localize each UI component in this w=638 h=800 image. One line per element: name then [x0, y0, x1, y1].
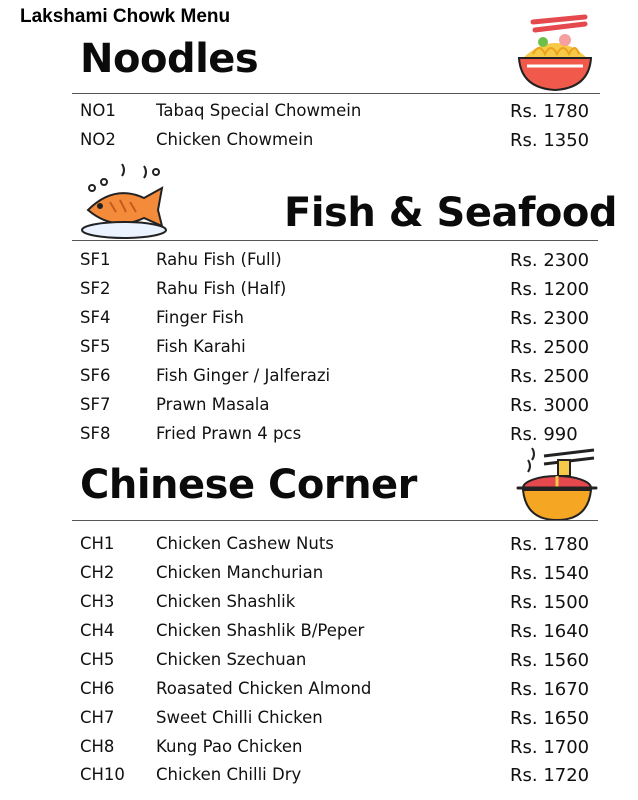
- item-name: Tabaq Special Chowmein: [156, 101, 362, 120]
- item-code: SF2: [80, 279, 111, 298]
- menu-item-row: [0, 337, 638, 366]
- item-price: Rs. 2500: [510, 337, 590, 358]
- section-divider: [72, 240, 598, 241]
- item-name: Roasated Chicken Almond: [156, 679, 372, 698]
- item-code: NO2: [80, 130, 116, 149]
- menu-item-row: [0, 765, 638, 794]
- item-name: Finger Fish: [156, 308, 244, 327]
- item-name: Rahu Fish (Full): [156, 250, 282, 269]
- menu-item-row: [0, 130, 638, 159]
- section-title-fish-seafood: Fish & Seafood: [284, 190, 617, 236]
- item-price: Rs. 3000: [510, 395, 590, 416]
- item-price: Rs. 1700: [510, 737, 590, 758]
- item-code: CH7: [80, 708, 115, 727]
- item-price: Rs. 1720: [510, 765, 590, 786]
- item-name: Chicken Szechuan: [156, 650, 307, 669]
- item-code: NO1: [80, 101, 116, 120]
- item-name: Chicken Shashlik: [156, 592, 296, 611]
- item-price: Rs. 1640: [510, 621, 590, 642]
- item-name: Rahu Fish (Half): [156, 279, 287, 298]
- menu-item-row: [0, 621, 638, 650]
- item-price: Rs. 990: [510, 424, 578, 445]
- menu-item-row: [0, 534, 638, 563]
- item-code: SF1: [80, 250, 111, 269]
- item-code: CH8: [80, 737, 115, 756]
- item-code: CH2: [80, 563, 115, 582]
- section-divider: [72, 520, 598, 521]
- item-name: Fish Karahi: [156, 337, 246, 356]
- menu-item-row: [0, 279, 638, 308]
- item-price: Rs. 1670: [510, 679, 590, 700]
- item-name: Prawn Masala: [156, 395, 270, 414]
- item-name: Chicken Chowmein: [156, 130, 314, 149]
- item-price: Rs. 1560: [510, 650, 590, 671]
- item-price: Rs. 1780: [510, 534, 590, 555]
- item-price: Rs. 1500: [510, 592, 590, 613]
- menu-item-row: [0, 679, 638, 708]
- item-name: Chicken Chilli Dry: [156, 765, 302, 784]
- item-code: SF5: [80, 337, 111, 356]
- menu-item-row: [0, 101, 638, 130]
- item-code: CH6: [80, 679, 115, 698]
- item-price: Rs. 2300: [510, 308, 590, 329]
- item-name: Fried Prawn 4 pcs: [156, 424, 302, 443]
- item-name: Chicken Shashlik B/Peper: [156, 621, 365, 640]
- item-name: Fish Ginger / Jalferazi: [156, 366, 331, 385]
- item-name: Chicken Cashew Nuts: [156, 534, 334, 553]
- item-name: Chicken Manchurian: [156, 563, 324, 582]
- item-code: SF6: [80, 366, 111, 385]
- item-price: Rs. 1650: [510, 708, 590, 729]
- hot-pot-icon: [514, 446, 600, 526]
- menu-item-row: [0, 592, 638, 621]
- item-code: CH5: [80, 650, 115, 669]
- item-price: Rs. 1540: [510, 563, 590, 584]
- item-code: CH10: [80, 765, 125, 784]
- menu-item-row: [0, 563, 638, 592]
- fish-plate-icon: [78, 158, 170, 242]
- item-code: SF7: [80, 395, 111, 414]
- menu-item-row: [0, 650, 638, 679]
- item-price: Rs. 2500: [510, 366, 590, 387]
- menu-item-row: [0, 308, 638, 337]
- item-price: Rs. 1200: [510, 279, 590, 300]
- item-code: CH4: [80, 621, 115, 640]
- section-title-noodles: Noodles: [80, 36, 259, 82]
- item-price: Rs. 2300: [510, 250, 590, 271]
- menu-title: Lakshami Chowk Menu: [20, 6, 231, 27]
- item-code: SF4: [80, 308, 111, 327]
- item-code: SF8: [80, 424, 111, 443]
- menu-item-row: [0, 366, 638, 395]
- item-name: Kung Pao Chicken: [156, 737, 303, 756]
- item-name: Sweet Chilli Chicken: [156, 708, 323, 727]
- item-code: CH1: [80, 534, 115, 553]
- item-price: Rs. 1780: [510, 101, 590, 122]
- item-price: Rs. 1350: [510, 130, 590, 151]
- menu-item-row: [0, 708, 638, 737]
- item-code: CH3: [80, 592, 115, 611]
- menu-item-row: [0, 250, 638, 279]
- menu-item-row: [0, 737, 638, 766]
- menu-item-row: [0, 395, 638, 424]
- section-title-chinese-corner: Chinese Corner: [80, 462, 417, 508]
- noodle-bowl-icon: [513, 10, 597, 94]
